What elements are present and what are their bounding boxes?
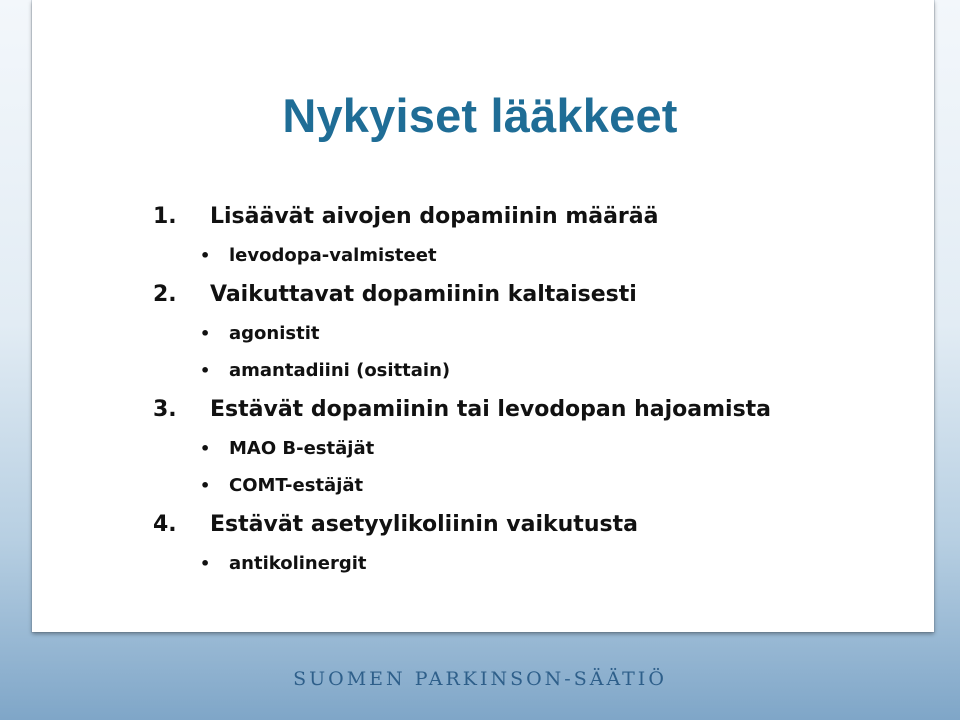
foundation-footer: SUOMEN PARKINSON-SÄÄTIÖ — [293, 668, 667, 690]
sub-item — [153, 545, 873, 582]
medication-list — [153, 196, 873, 582]
sub-item — [153, 467, 873, 504]
bullet-icon: • — [200, 439, 211, 458]
sub-item-label: antikolinergit — [229, 553, 367, 574]
sub-item-label: COMT-estäjät — [229, 475, 364, 496]
bullet-icon: • — [200, 246, 211, 265]
sub-item — [153, 237, 873, 274]
list-number: 2. — [153, 282, 177, 307]
list-number: 1. — [153, 204, 177, 229]
sub-item — [153, 430, 873, 467]
list-item-4 — [153, 504, 873, 545]
list-item-1 — [153, 196, 873, 237]
sub-item-label: levodopa-valmisteet — [229, 245, 437, 266]
bullet-icon: • — [200, 476, 211, 495]
list-item-2 — [153, 274, 873, 315]
list-number: 4. — [153, 512, 177, 537]
sub-item — [153, 315, 873, 352]
list-item-label: Lisäävät aivojen dopamiinin määrää — [210, 204, 659, 229]
list-item-3 — [153, 389, 873, 430]
list-number: 3. — [153, 397, 177, 422]
slide-title: Nykyiset lääkkeet — [282, 89, 678, 142]
sub-item — [153, 352, 873, 389]
list-item-label: Estävät asetyylikoliinin vaikutusta — [210, 512, 638, 537]
bullet-icon: • — [200, 554, 211, 573]
sub-item-label: agonistit — [229, 323, 320, 344]
bullet-icon: • — [200, 361, 211, 380]
sub-item-label: MAO B-estäjät — [229, 438, 375, 459]
bullet-icon: • — [200, 324, 211, 343]
list-item-label: Estävät dopamiinin tai levodopan hajoamista — [210, 397, 772, 422]
sub-item-label: amantadiini (osittain) — [229, 360, 451, 381]
list-item-label: Vaikuttavat dopamiinin kaltaisesti — [210, 282, 637, 307]
